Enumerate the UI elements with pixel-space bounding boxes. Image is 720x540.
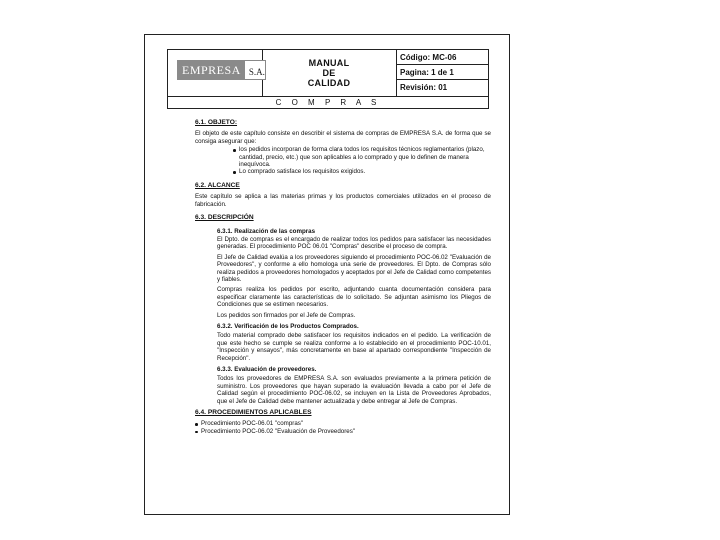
title-line-1: MANUAL (308, 58, 350, 68)
logo-main-text: EMPRESA (177, 60, 245, 80)
list-item: los pedidos incorporan de forma clara todos los requisitos técnicos reglamentarios (plazo, cantidad, precio, etc.) que son aplicables a lo comprado y que lo definen de manera inequívoca. (233, 146, 491, 168)
subsection-compras (217, 228, 491, 405)
document-header (167, 49, 489, 97)
subheading-realizacion: 6.3.1. Realización de las compras (217, 228, 316, 236)
objeto-list (233, 146, 491, 176)
paragraph: Todos los proveedores de EMPRESA S.A. son evaluados previamente a la primera petición de suministro. Los proveedores que hayan superado la evaluación llevada a cabo por el Jefe de Calidad según el procedimiento POC-06.02, se incluyen en la Lista de Proveedores Aprobados, que el Jefe de Calidad debe mantener actualizada y debe entregar al Jefe de Compras. (217, 375, 491, 405)
paragraph: El Dpto. de compras es el encargado de realizar todos los pedidos para satisfacer las necesidades generadas. El procedimiento POC 06.01 "Compras" describe el proceso de compra. (217, 235, 491, 251)
logo-cell (168, 50, 263, 96)
title-line-3: CALIDAD (307, 78, 351, 88)
pagina: Pagina: 1 de 1 (396, 65, 488, 80)
manual-title (262, 50, 397, 96)
list-item: Procedimiento POC-06.02 "Evaluación de Proveedores" (195, 428, 491, 435)
paragraph: Compras realiza los pedidos por escrito, adjuntando cuanta documentación considera para especificar claramente las características de lo solicitado. Se adjuntan asimismo los Pliegos de Condiciones que se estimen necesarios. (217, 286, 491, 309)
subheading-evaluacion: 6.3.3. Evaluación de proveedores. (217, 365, 317, 373)
list-item: Procedimiento POC-06.01 "compras" (195, 420, 491, 427)
paragraph: Todo material comprado debe satisfacer los requisitos indicados en el pedido. La verificación de que este hecho se cumple se realiza conforme a lo establecido en el procedimiento POC-10.01, "Inspección y ensayos", más concretamente en base al apartado correspondiente "Inspección de Recepción". (217, 332, 491, 362)
document-body (195, 119, 491, 435)
heading-procedimientos: 6.4. PROCEDIMIENTOS APLICABLES (195, 409, 312, 416)
heading-alcance: 6.2. ALCANCE (195, 181, 240, 189)
paragraph: El Jefe de Calidad evalúa a los proveedores siguiendo el procedimiento POC-06.02 "Evaluación de Proveedores", y conforme a ello homologa una serie de proveedores. El Dpto. de Compras sólo realiza pedidos a proveedores homologados y aceptados por el Jefe de Calidad como competentes y fiables. (217, 253, 491, 283)
list-item: Lo comprado satisface los requisitos exigidos. (233, 168, 491, 175)
revision: Revisión: 01 (400, 83, 448, 92)
document-meta (396, 50, 488, 96)
section-title: C O M P R A S (167, 97, 489, 109)
logo-sa-text: S.A. (245, 60, 266, 80)
alcance-text: Este capítulo se aplica a las materias primas y los productos comerciales utilizados en el proceso de fabricación. (195, 193, 491, 208)
heading-descripcion: 6.3. DESCRIPCIÓN (195, 214, 254, 222)
heading-objeto: 6.1. OBJETO: (195, 119, 238, 126)
procedimientos-list (195, 420, 491, 435)
title-line-2: DE (322, 68, 336, 78)
objeto-intro: El objeto de este capítulo consiste en describir el sistema de compras de EMPRESA S.A. de forma que se consiga asegurar que: (195, 130, 491, 145)
paragraph: Los pedidos son firmados por el Jefe de Compras. (217, 311, 356, 319)
subheading-verificacion: 6.3.2. Verificación de los Productos Comprados. (217, 322, 359, 330)
company-logo (177, 60, 266, 80)
document-page (144, 34, 510, 515)
codigo: Código: MC-06 (396, 50, 488, 65)
